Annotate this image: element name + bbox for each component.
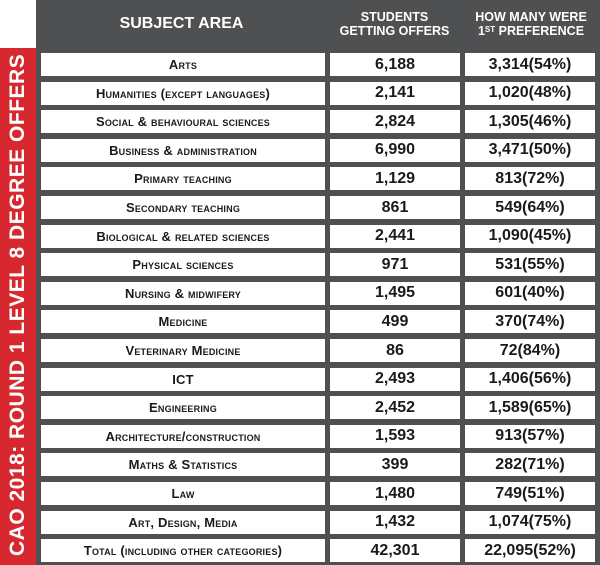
first-preference-percent: (52%) xyxy=(533,541,576,559)
subject-area-cell: Primary teaching xyxy=(41,167,325,190)
first-preference-cell xyxy=(465,167,595,190)
table-row xyxy=(36,282,600,305)
first-preference-percent: (45%) xyxy=(528,227,572,245)
subject-area-cell: Humanities (except languages) xyxy=(41,82,325,105)
first-preference-percent: (40%) xyxy=(522,284,565,302)
table-row xyxy=(36,196,600,219)
first-preference-cell xyxy=(465,511,595,534)
first-preference-percent: (71%) xyxy=(522,455,565,473)
students-offers-cell: 1,593 xyxy=(330,425,460,448)
first-preference-count: 282 xyxy=(495,455,522,473)
subject-area-cell: Physical sciences xyxy=(41,253,325,276)
table-row xyxy=(36,82,600,105)
first-preference-cell xyxy=(465,396,595,419)
students-offers-cell: 1,495 xyxy=(330,282,460,305)
first-preference-percent: (51%) xyxy=(522,484,565,502)
table-row xyxy=(36,53,600,76)
table-body xyxy=(36,48,600,565)
header-corner xyxy=(0,0,36,48)
students-offers-cell: 499 xyxy=(330,310,460,333)
first-preference-count: 1,074 xyxy=(488,513,529,531)
side-banner-title: CAO 2018: ROUND 1 LEVEL 8 DEGREE OFFERS xyxy=(6,53,29,556)
students-offers-cell: 971 xyxy=(330,253,460,276)
first-preference-count: 72 xyxy=(499,341,518,359)
first-preference-cell xyxy=(465,196,595,219)
first-preference-cell xyxy=(465,225,595,248)
students-offers-cell: 1,129 xyxy=(330,167,460,190)
table-row xyxy=(36,368,600,391)
first-preference-cell xyxy=(465,110,595,133)
first-preference-count: 813 xyxy=(495,169,522,187)
header-first-line2 xyxy=(475,24,587,38)
first-preference-percent: (46%) xyxy=(528,112,572,130)
table-row xyxy=(36,225,600,248)
students-offers-cell: 861 xyxy=(330,196,460,219)
table-row xyxy=(36,253,600,276)
table-row xyxy=(36,482,600,505)
first-preference-count: 3,471 xyxy=(488,141,529,159)
subject-area-cell: Social & behavioural sciences xyxy=(41,110,325,133)
first-preference-percent: (75%) xyxy=(528,513,572,531)
table-row xyxy=(36,539,600,562)
first-preference-cell xyxy=(465,368,595,391)
table-row xyxy=(36,511,600,534)
first-preference-count: 749 xyxy=(495,484,522,502)
students-offers-cell: 399 xyxy=(330,453,460,476)
table-row xyxy=(36,339,600,362)
subject-area-cell: Total (including other categories) xyxy=(41,539,325,562)
header-first-num: 1 xyxy=(477,24,485,38)
header-students-line2: GETTING OFFERS xyxy=(339,24,450,38)
first-preference-cell xyxy=(465,139,595,162)
header-students-line1: STUDENTS xyxy=(360,10,429,24)
students-offers-cell: 6,990 xyxy=(330,139,460,162)
table-row xyxy=(36,110,600,133)
table-row xyxy=(36,310,600,333)
first-preference-cell xyxy=(465,539,595,562)
first-preference-percent: (48%) xyxy=(528,84,572,102)
header-first-rest: PREFERENCE xyxy=(498,24,585,38)
subject-area-cell: Law xyxy=(41,482,325,505)
header-first-line1: HOW MANY WERE xyxy=(475,10,587,24)
first-preference-cell xyxy=(465,82,595,105)
first-preference-count: 1,589 xyxy=(488,398,529,416)
students-offers-cell: 2,441 xyxy=(330,225,460,248)
first-preference-percent: (84%) xyxy=(517,341,561,359)
students-offers-cell: 86 xyxy=(330,339,460,362)
students-offers-cell: 2,452 xyxy=(330,396,460,419)
first-preference-cell xyxy=(465,310,595,333)
first-preference-count: 22,095 xyxy=(484,541,534,559)
first-preference-cell xyxy=(465,482,595,505)
subject-area-cell: Engineering xyxy=(41,396,325,419)
students-offers-cell: 1,480 xyxy=(330,482,460,505)
first-preference-percent: (65%) xyxy=(528,398,572,416)
first-preference-percent: (74%) xyxy=(522,312,565,330)
first-preference-count: 531 xyxy=(495,255,522,273)
first-preference-cell xyxy=(465,253,595,276)
first-preference-count: 1,305 xyxy=(488,112,529,130)
students-offers-cell: 6,188 xyxy=(330,53,460,76)
subject-area-cell: Arts xyxy=(41,53,325,76)
first-preference-cell xyxy=(465,453,595,476)
first-preference-cell xyxy=(465,425,595,448)
first-preference-count: 3,314 xyxy=(488,55,529,73)
first-preference-percent: (50%) xyxy=(528,141,572,159)
table-row xyxy=(36,396,600,419)
first-preference-count: 1,020 xyxy=(488,84,529,102)
subject-area-cell: Nursing & midwifery xyxy=(41,282,325,305)
table-row xyxy=(36,453,600,476)
first-preference-percent: (64%) xyxy=(522,198,565,216)
header-first-preference xyxy=(462,0,600,48)
first-preference-count: 1,406 xyxy=(488,370,529,388)
subject-area-cell: Medicine xyxy=(41,310,325,333)
first-preference-count: 1,090 xyxy=(488,227,529,245)
table-row xyxy=(36,425,600,448)
table-row xyxy=(36,167,600,190)
header-first-sup: ST xyxy=(484,25,496,34)
subject-area-cell: Secondary teaching xyxy=(41,196,325,219)
subject-area-cell: Biological & related sciences xyxy=(41,225,325,248)
first-preference-percent: (72%) xyxy=(522,169,565,187)
first-preference-percent: (55%) xyxy=(522,255,565,273)
students-offers-cell: 2,824 xyxy=(330,110,460,133)
header-students-getting-offers xyxy=(327,0,462,48)
first-preference-count: 913 xyxy=(495,427,522,445)
header-subject-area xyxy=(36,0,327,48)
header-subject-label: SUBJECT AREA xyxy=(119,15,244,32)
students-offers-cell: 2,493 xyxy=(330,368,460,391)
first-preference-percent: (54%) xyxy=(528,55,572,73)
first-preference-percent: (57%) xyxy=(522,427,565,445)
students-offers-cell: 42,301 xyxy=(330,539,460,562)
first-preference-cell xyxy=(465,339,595,362)
subject-area-cell: Maths & Statistics xyxy=(41,453,325,476)
subject-area-cell: Business & administration xyxy=(41,139,325,162)
first-preference-count: 601 xyxy=(495,284,522,302)
first-preference-percent: (56%) xyxy=(528,370,572,388)
first-preference-count: 370 xyxy=(495,312,522,330)
first-preference-cell xyxy=(465,282,595,305)
table-row xyxy=(36,139,600,162)
first-preference-count: 549 xyxy=(495,198,522,216)
students-offers-cell: 2,141 xyxy=(330,82,460,105)
subject-area-cell: Architecture/construction xyxy=(41,425,325,448)
first-preference-cell xyxy=(465,53,595,76)
subject-area-cell: ICT xyxy=(41,368,325,391)
subject-area-cell: Art, Design, Media xyxy=(41,511,325,534)
subject-area-cell: Veterinary Medicine xyxy=(41,339,325,362)
students-offers-cell: 1,432 xyxy=(330,511,460,534)
